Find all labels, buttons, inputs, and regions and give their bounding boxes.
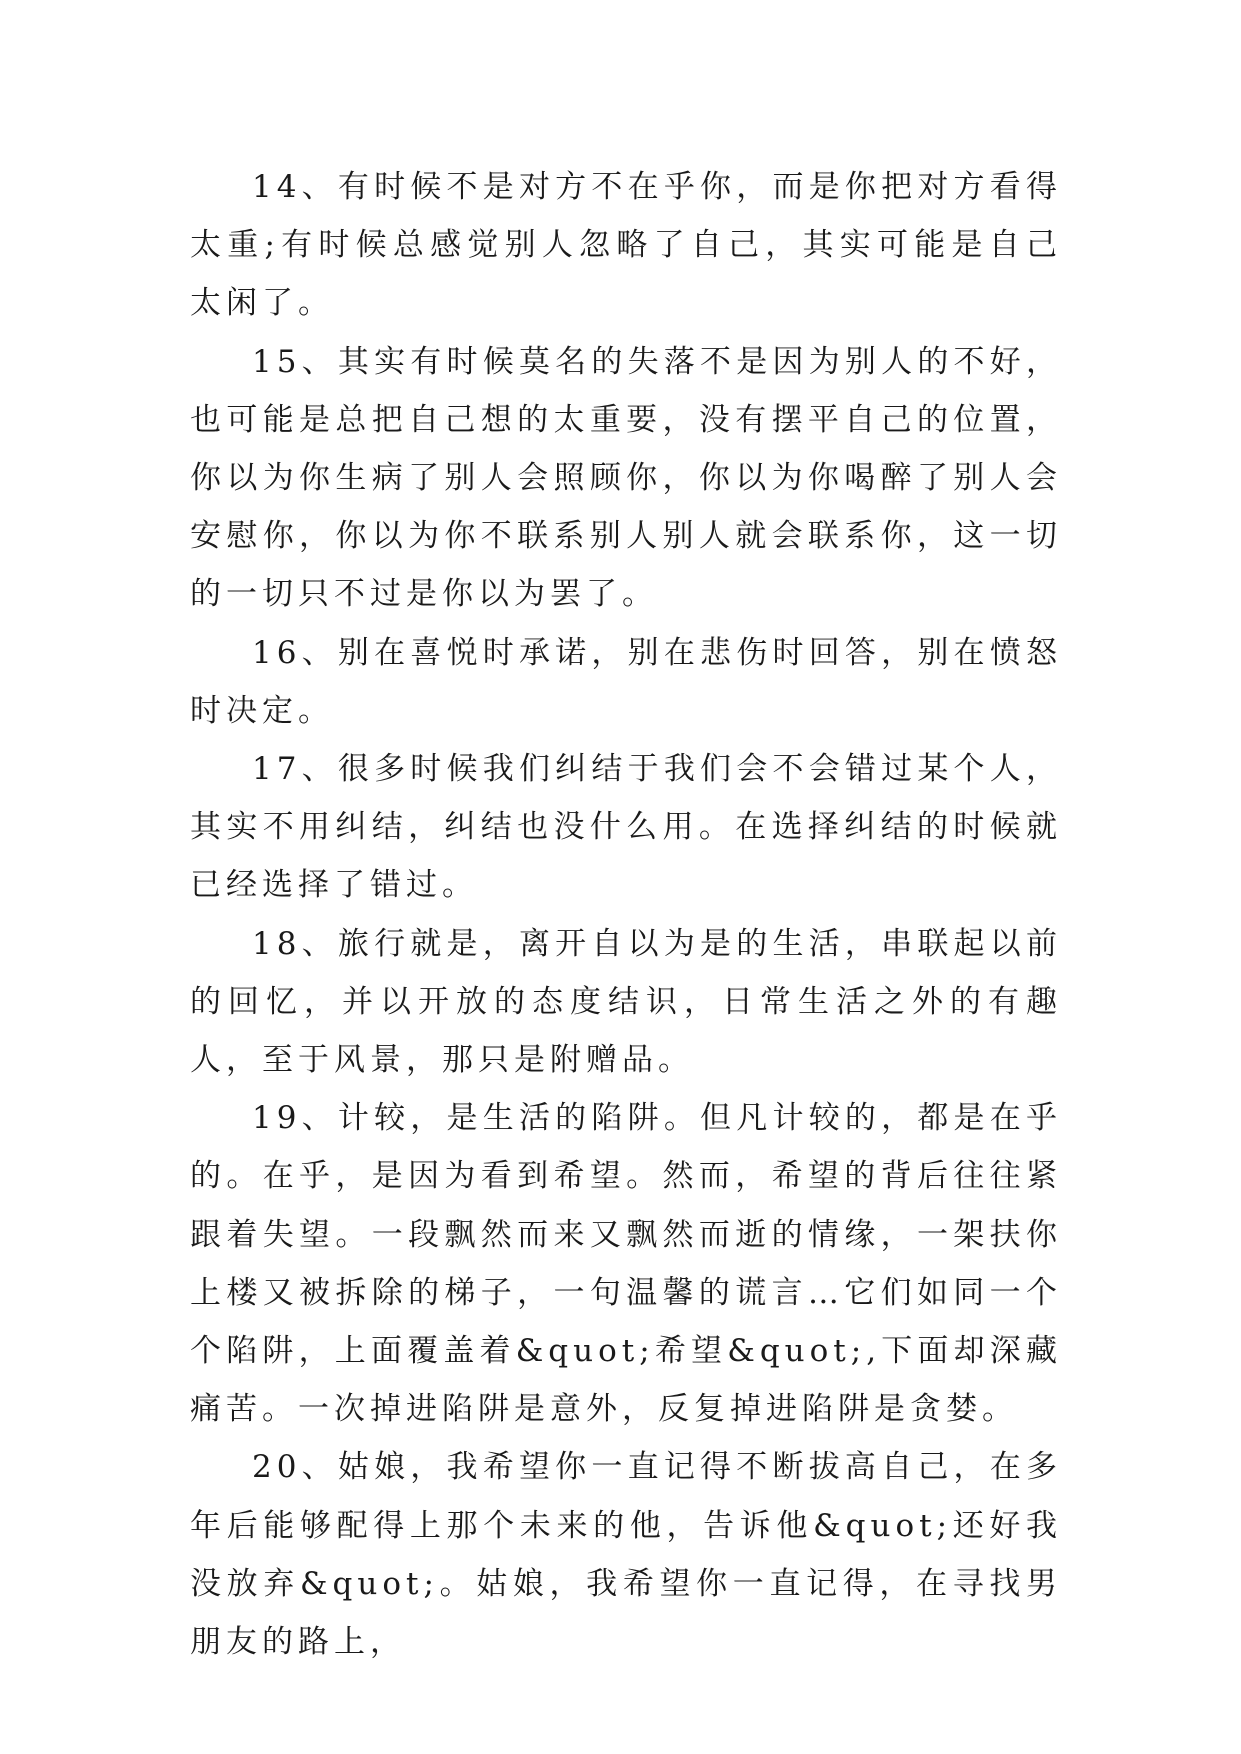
paragraph-18: 18、旅行就是，离开自以为是的生活，串联起以前的回忆，并以开放的态度结识，日常生活之外的有趣人，至于风景，那只是附赠品。 (190, 925, 1062, 1079)
paragraph-20: 20、姑娘，我希望你一直记得不断拔高自己，在多年后能够配得上那个未来的他，告诉他&quot;还好我没放弃&quot;。姑娘，我希望你一直记得，在寻找男朋友的路上， (190, 1449, 1062, 1661)
paragraph-15: 15、其实有时候莫名的失落不是因为别人的不好，也可能是总把自己想的太重要，没有摆平自己的位置，你以为你生病了别人会照顾你，你以为你喝醉了别人会安慰你，你以为你不联系别人别人就会联系你，这一切的一切只不过是你以为罢了。 (190, 343, 1062, 613)
document-body (190, 158, 1062, 1671)
paragraph-16: 16、别在喜悦时承诺，别在悲伤时回答，别在愤怒时决定。 (190, 634, 1062, 729)
paragraph-17: 17、很多时候我们纠结于我们会不会错过某个人，其实不用纠结，纠结也没什么用。在选择纠结的时候就已经选择了错过。 (190, 751, 1062, 904)
paragraph-14: 14、有时候不是对方不在乎你，而是你把对方看得太重;有时候总感觉别人忽略了自己，其实可能是自己太闲了。 (190, 169, 1062, 322)
paragraph-19: 19、计较，是生活的陷阱。但凡计较的，都是在乎的。在乎，是因为看到希望。然而，希望的背后往往紧跟着失望。一段飘然而来又飘然而逝的情缘，一架扶你上楼又被拆除的梯子，一句温馨的谎言…它们如同一个个陷阱，上面覆盖着&quot;希望&quot;,下面却深藏痛苦。一次掉进陷阱是意外，反复掉进陷阱是贪婪。 (190, 1100, 1062, 1428)
